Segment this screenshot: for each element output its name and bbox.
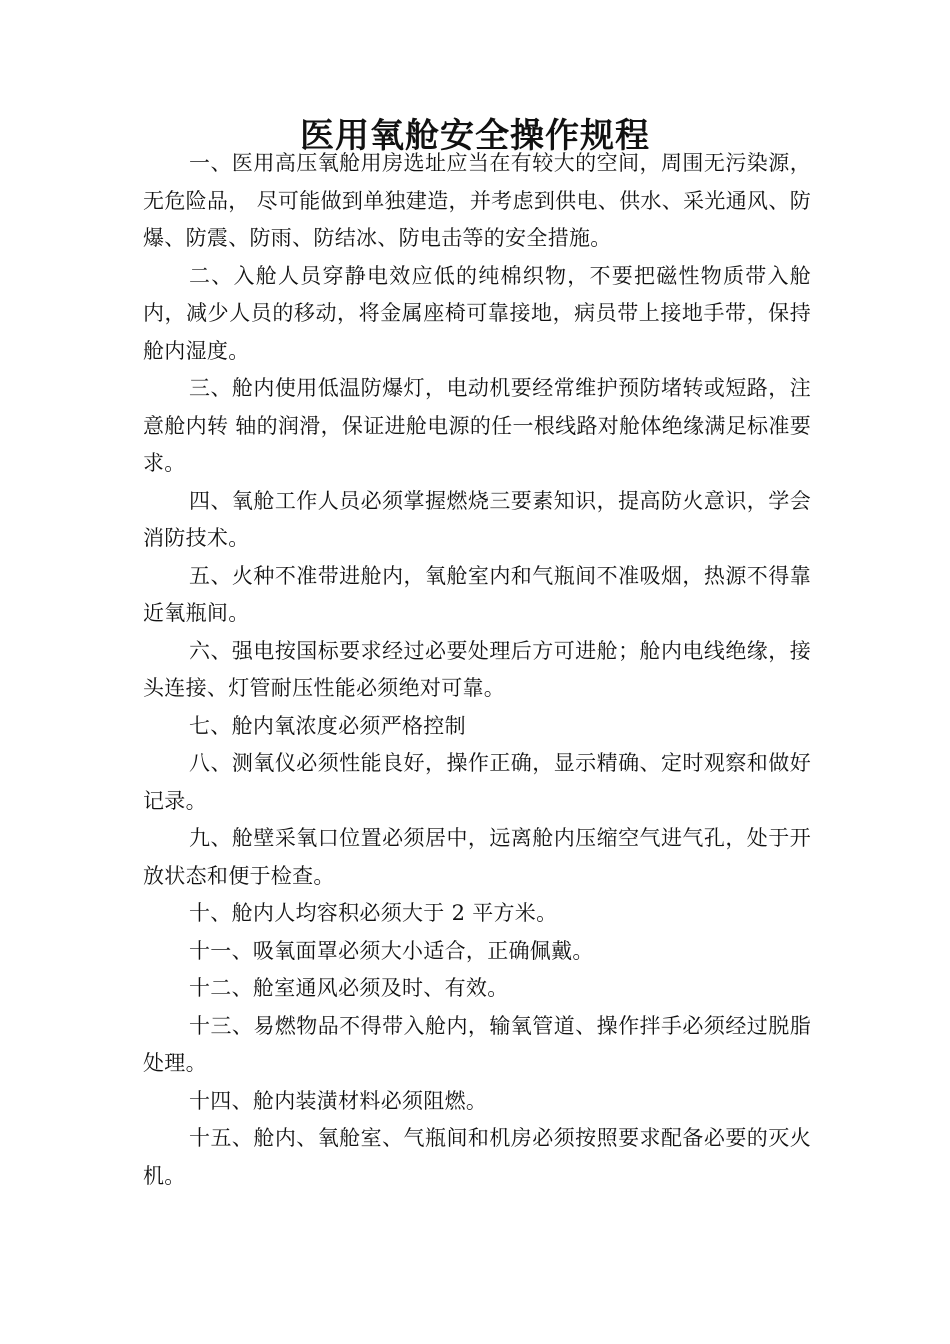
rule-paragraph-12: 十二、舱室通风必须及时、有效。 [189,976,509,1000]
rule-paragraph-5: 五、火种不准带进舱内，氧舱室内和气瓶间不准吸烟，热源不得靠近氧瓶间。 [143,563,811,625]
rule-paragraph-8: 八、测氧仪必须性能良好，操作正确，显示精确、定时观察和做好记录。 [143,751,811,813]
rule-paragraph-10: 十、舱内人均容积必须大于 2 平方米。 [189,901,558,925]
rule-paragraph-1: 一、医用高压氧舱用房选址应当在有较大的空间，周围无污染源，无危险品， 尽可能做到单独建造，并考虑到供电、供水、采光通风、防爆、防震、防雨、防结冰、防电击等的安全措施。 [143,151,811,250]
rule-paragraph-15: 十五、舱内、氧舱室、气瓶间和机房必须按照要求配备必要的灭火机。 [143,1126,811,1188]
rule-paragraph-11: 十一、吸氧面罩必须大小适合，正确佩戴。 [189,938,594,963]
document-body [143,145,811,1195]
rule-paragraph-3: 三、舱内使用低温防爆灯，电动机要经常维护预防堵转或短路，注意舱内转 轴的润滑，保证进舱电源的任一根线路对舱体绝缘满足标准要求。 [143,376,811,475]
rule-paragraph-9: 九、舱壁采氧口位置必须居中，远离舱内压缩空气进气孔，处于开放状态和便于检查。 [143,826,811,888]
rule-paragraph-6: 六、强电按国标要求经过必要处理后方可进舱；舱内电线绝缘，接头连接、灯管耐压性能必须绝对可靠。 [143,638,811,700]
rule-paragraph-2: 二、入舱人员穿静电效应低的纯棉织物，不要把磁性物质带入舱内，减少人员的移动，将金属座椅可靠接地，病员带上接地手带，保持舱内湿度。 [143,263,811,363]
rule-paragraph-13: 十三、易燃物品不得带入舱内，输氧管道、操作拌手必须经过脱脂处理。 [143,1013,811,1075]
rule-paragraph-14: 十四、舱内装潢材料必须阻燃。 [189,1088,488,1113]
rule-paragraph-4: 四、氧舱工作人员必须掌握燃烧三要素知识，提高防火意识，学会消防技术。 [143,488,811,550]
document-title: 医用氧舱安全操作规程 [300,115,650,156]
rule-paragraph-7: 七、舱内氧浓度必须严格控制 [189,713,466,738]
